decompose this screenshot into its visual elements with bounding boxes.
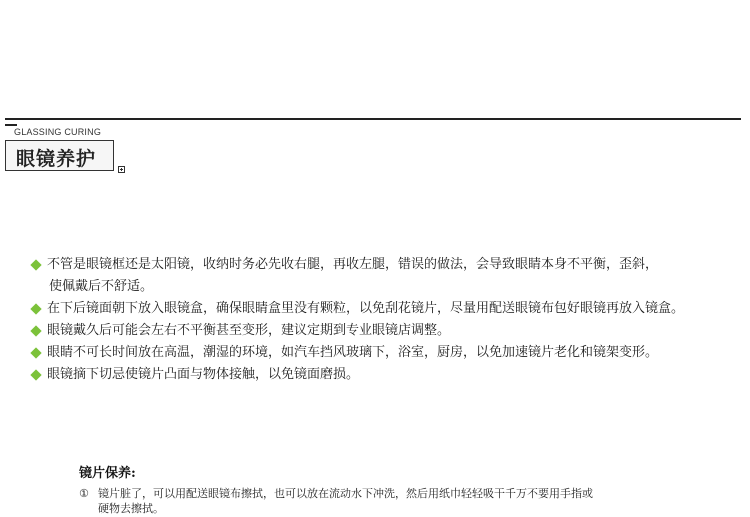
- plus-icon: [118, 166, 125, 173]
- list-item: [30, 364, 742, 386]
- tip-text: 眼睛不可长时间放在高温，潮湿的环境，如汽车挡风玻璃下，浴室，厨房，以免加速镜片老化和镜架变形。: [47, 345, 659, 360]
- item-text-continued: 硬物去擦拭。: [98, 502, 164, 515]
- tip-text: 眼镜摘下切忌使镜片凸面与物体接触，以免镜面磨损。: [47, 367, 360, 382]
- lens-care-item: [79, 486, 719, 516]
- section-title: 眼镜养护: [16, 148, 97, 170]
- lens-care-title: 镜片保养:: [79, 466, 136, 481]
- tip-text-continued: 使佩戴后不舒适。: [49, 279, 154, 294]
- header-rule: [5, 118, 741, 120]
- item-text: 镜片脏了，可以用配送眼镜布擦拭，也可以放在流动水下冲洗，然后用纸巾轻轻吸干千万不要用手指或: [98, 487, 593, 500]
- list-item: [30, 320, 742, 342]
- list-item: [30, 254, 742, 298]
- section-subtitle: GLASSING CURING: [14, 127, 102, 137]
- diamond-icon: [30, 347, 41, 358]
- tip-text: 眼镜戴久后可能会左右不平衡甚至变形，建议定期到专业眼镜店调整。: [47, 323, 451, 338]
- diamond-icon: [30, 259, 41, 270]
- care-tips-list: [30, 254, 742, 386]
- list-item: [30, 298, 742, 320]
- section-title-box: [5, 140, 114, 171]
- diamond-icon: [30, 369, 41, 380]
- list-item: [30, 342, 742, 364]
- header-rule-tick: [5, 124, 17, 126]
- item-number: ①: [79, 487, 89, 500]
- diamond-icon: [30, 303, 41, 314]
- tip-text: 在下后镜面朝下放入眼镜盒，确保眼睛盒里没有颗粒，以免刮花镜片，尽量用配送眼镜布包好眼镜再放入镜盒。: [47, 301, 685, 316]
- diamond-icon: [30, 325, 41, 336]
- tip-text: 不管是眼镜框还是太阳镜，收纳时务必先收右腿，再收左腿，错误的做法，会导致眼睛本身不平衡，歪斜，: [47, 257, 659, 272]
